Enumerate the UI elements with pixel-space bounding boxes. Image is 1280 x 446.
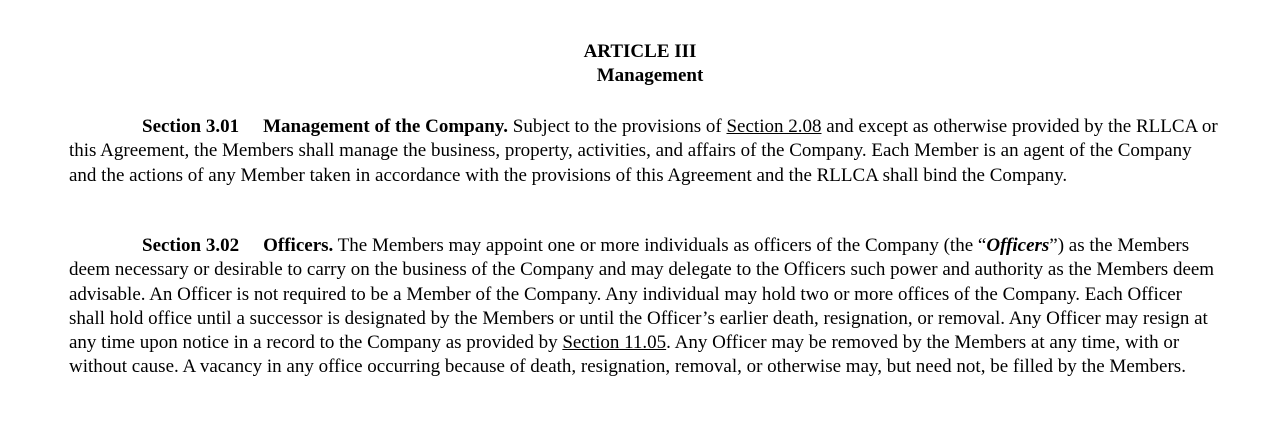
section-3-01-paragraph <box>69 115 1219 188</box>
section-body-text: . Any Officer may be removed by the Members at any time, with or without cause. A vacancy in any office occurring because of death, resignation, removal, or otherwise may, but need not, be filled by the Members. <box>69 332 1186 378</box>
article-number: ARTICLE III <box>583 41 697 62</box>
section-body-text: and except as otherwise provided by the RLLCA or this Agreement, the Members shall manage the business, property, activities, and affairs of the Company. Each Member is an agent of the Company and the actions of any Member taken in accordance with the provisions of this Agreement and the RLLCA shall bind the Company. <box>69 116 1218 186</box>
article-heading <box>0 40 1280 88</box>
section-title: Management of the Company. <box>263 116 508 137</box>
section-3-02-paragraph <box>69 234 1219 380</box>
section-title: Officers. <box>263 235 334 256</box>
section-number: Section 3.02 <box>142 235 240 256</box>
section-body-text: The Members may appoint one or more individuals as officers of the Company (the “ <box>333 235 987 256</box>
section-cross-reference: Section 11.05 <box>562 332 667 354</box>
article-title: Management <box>596 65 704 86</box>
section-body-text: ”) as the Members deem necessary or desirable to carry on the business of the Company and may delegate to the Officers such power and authority as the Members deem advisable. An Officer is not required to be a Member of the Company. Any individual may hold two or more offices of the Company. Each Officer shall hold office until a successor is designated by the Members or until the Officer’s earlier death, resignation, or removal. Any Officer may resign at any time upon notice in a record to the Company as provided by <box>69 235 1215 354</box>
section-body-text: Subject to the provisions of <box>508 116 727 137</box>
section-number: Section 3.01 <box>142 116 240 137</box>
section-cross-reference: Section 2.08 <box>726 116 822 137</box>
defined-term: Officers <box>986 235 1050 256</box>
